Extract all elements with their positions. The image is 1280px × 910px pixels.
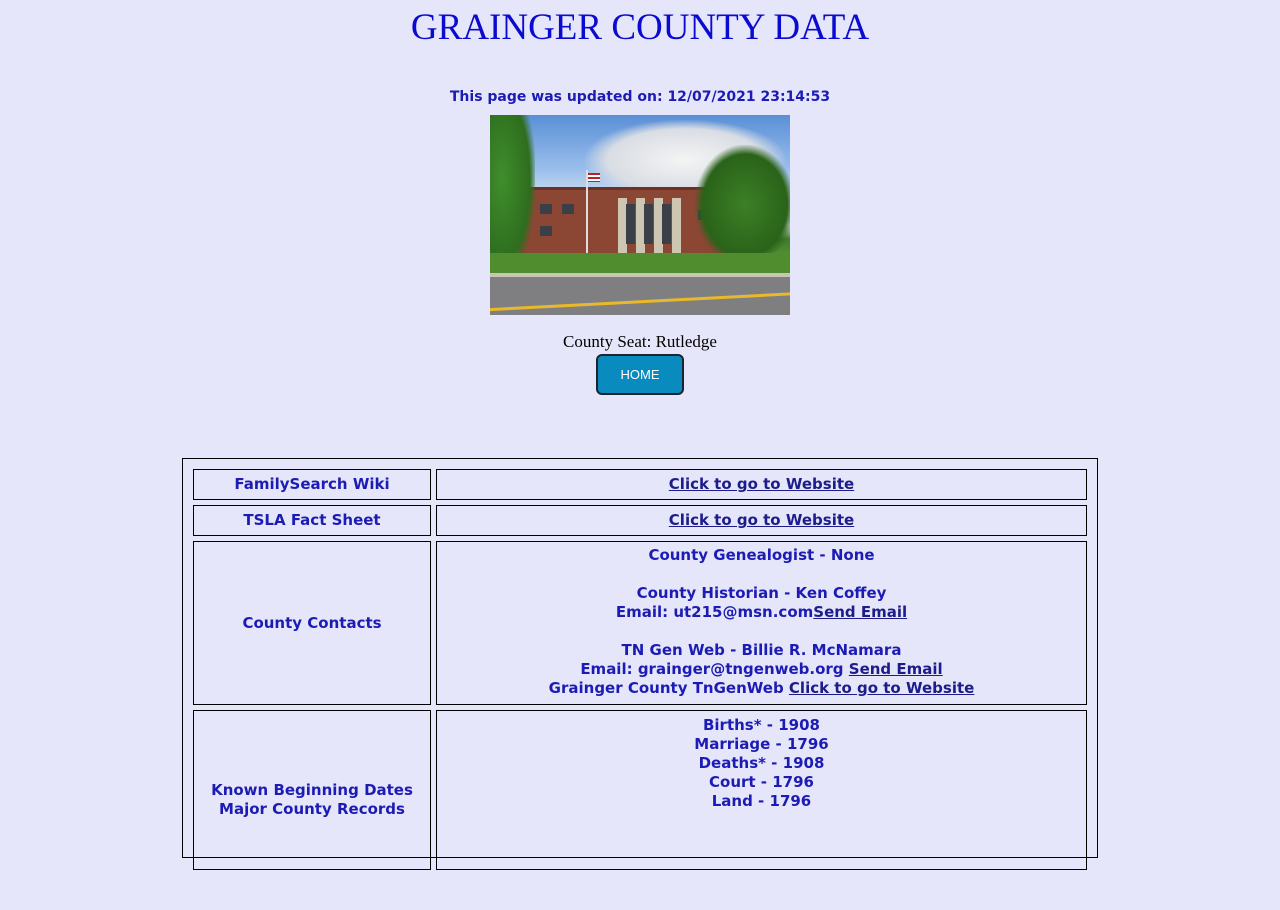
familysearch-website-link[interactable]: Click to go to Website bbox=[668, 475, 855, 493]
date-land: Land - 1796 bbox=[711, 792, 812, 810]
last-updated-text: This page was updated on: 12/07/2021 23:14:53 bbox=[449, 89, 831, 105]
home-button[interactable]: HOME bbox=[596, 354, 684, 395]
county-historian: County Historian - Ken Coffey bbox=[636, 584, 887, 602]
table-row bbox=[193, 710, 1087, 910]
tsla-website-link[interactable]: Click to go to Website bbox=[668, 511, 855, 529]
row-label-familysearch: FamilySearch Wiki bbox=[193, 469, 431, 500]
county-genealogist: County Genealogist - None bbox=[648, 546, 875, 564]
tngenweb-send-email-link[interactable]: Send Email bbox=[848, 660, 943, 678]
date-court: Court - 1796 bbox=[709, 773, 814, 791]
date-deaths: Deaths* - 1908 bbox=[698, 754, 825, 772]
flag-icon bbox=[588, 173, 600, 182]
page-title: GRAINGER COUNTY DATA bbox=[410, 7, 870, 48]
county-seat-label: County Seat: Rutledge bbox=[563, 332, 717, 351]
tngenweb-site-label: Grainger County TnGenWeb bbox=[548, 679, 789, 697]
historian-email: Email: ut215@msn.com bbox=[615, 603, 814, 621]
tngenweb-website-link[interactable]: Click to go to Website bbox=[788, 679, 975, 697]
row-label-tsla: TSLA Fact Sheet bbox=[193, 505, 431, 536]
table-row bbox=[193, 505, 1087, 536]
contacts-cell bbox=[436, 541, 1087, 705]
courthouse-photo bbox=[490, 115, 790, 315]
beginning-dates-cell bbox=[436, 710, 1087, 870]
table-row bbox=[193, 469, 1087, 500]
table-row bbox=[193, 541, 1087, 705]
tngenweb-coordinator: TN Gen Web - Billie R. McNamara bbox=[621, 641, 902, 659]
tngenweb-email: Email: grainger@tngenweb.org bbox=[580, 660, 849, 678]
date-marriage: Marriage - 1796 bbox=[694, 735, 829, 753]
county-data-table bbox=[182, 458, 1098, 858]
historian-send-email-link[interactable]: Send Email bbox=[813, 603, 908, 621]
row-label-beginning-dates: Known Beginning Dates Major County Records bbox=[193, 710, 431, 870]
date-births: Births* - 1908 bbox=[702, 716, 820, 734]
row-label-contacts: County Contacts bbox=[193, 541, 431, 705]
